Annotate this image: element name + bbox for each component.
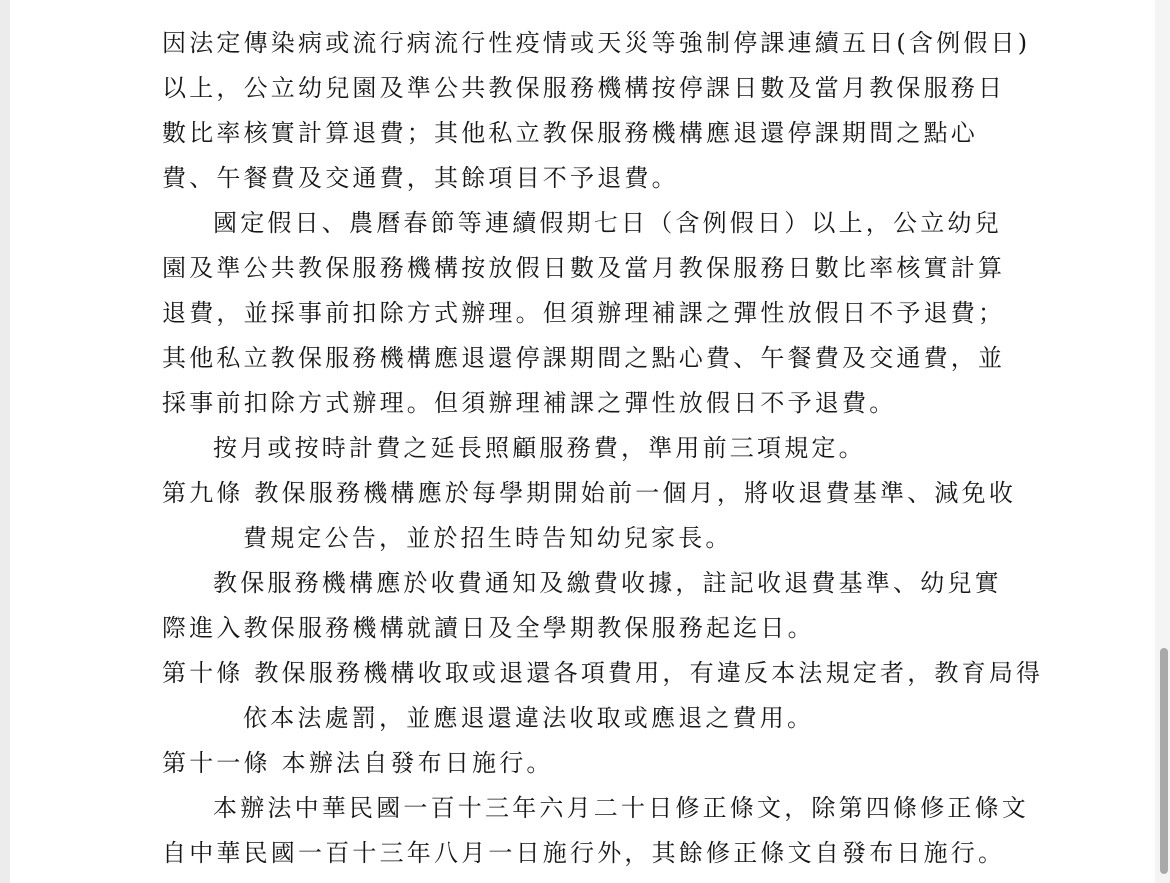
text-line-3: 數比率核實計算退費；其他私立教保服務機構應退還停課期間之點心 [162, 119, 978, 147]
text-line-2: 以上，公立幼兒園及準公共教保服務機構按停課日數及當月教保服務日 [162, 74, 1006, 102]
text-line-13: 教保服務機構應於收費通知及繳費收據，註記收退費基準、幼兒實 [213, 569, 1002, 597]
scrollbar-thumb[interactable] [1160, 648, 1168, 874]
text-line-4: 費、午餐費及交通費，其餘項目不予退費。 [162, 164, 679, 192]
text-line-12: 費規定公告，並於招生時告知幼兒家長。 [243, 524, 733, 552]
left-gutter [0, 0, 10, 883]
text-line-18: 本辦法中華民國一百十三年六月二十日修正條文，除第四條修正條文 [213, 794, 1029, 822]
text-line-8: 其他私立教保服務機構應退還停課期間之點心費、午餐費及交通費，並 [162, 344, 1006, 372]
text-line-19: 自中華民國一百十三年八月一日施行外，其餘修正條文自發布日施行。 [162, 839, 1006, 867]
text-line-1: 因法定傳染病或流行病流行性疫情或天災等強制停課連續五日(含例假日) [162, 29, 1031, 57]
article-9-heading: 第九條 教保服務機構應於每學期開始前一個月，將收退費基準、減免收 [162, 479, 1017, 507]
article-11-heading: 第十一條 本辦法自發布日施行。 [162, 749, 554, 777]
text-line-14: 際進入教保服務機構就讀日及全學期教保服務起迄日。 [162, 614, 815, 642]
text-line-7: 退費，並採事前扣除方式辦理。但須辦理補課之彈性放假日不予退費； [162, 299, 1006, 327]
text-line-6: 園及準公共教保服務機構按放假日數及當月教保服務日數比率核實計算 [162, 254, 1006, 282]
text-line-16: 依本法處罰，並應退還違法收取或應退之費用。 [243, 704, 815, 732]
text-line-5: 國定假日、農曆春節等連續假期七日（含例假日）以上，公立幼兒 [213, 209, 1002, 237]
vertical-scrollbar[interactable] [1155, 0, 1170, 883]
article-10-heading: 第十條 教保服務機構收取或退還各項費用，有違反本法規定者，教育局得 [162, 659, 1044, 687]
document-page [10, 0, 1155, 883]
text-line-9: 採事前扣除方式辦理。但須辦理補課之彈性放假日不予退費。 [162, 389, 897, 417]
text-line-10: 按月或按時計費之延長照顧服務費，準用前三項規定。 [213, 434, 866, 462]
